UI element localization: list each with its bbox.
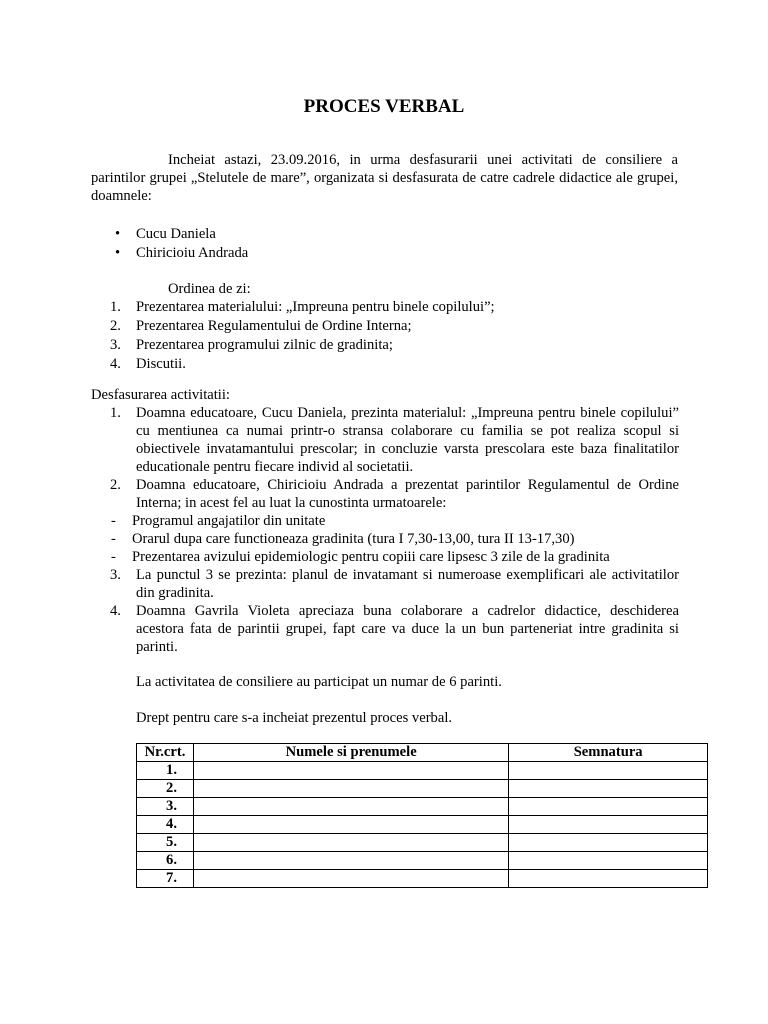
header-name: Numele si prenumele: [193, 744, 508, 762]
list-item: 4. Discutii.: [110, 356, 186, 372]
signature-cell: [509, 780, 708, 798]
table-row: 3.: [137, 798, 708, 816]
list-item: • Cucu Daniela: [115, 226, 216, 242]
signature-cell: [509, 852, 708, 870]
table-row: 2.: [137, 780, 708, 798]
table-row: 1.: [137, 762, 708, 780]
proceedings-heading: Desfasurarea activitatii:: [91, 387, 230, 403]
teachers-list: [115, 225, 248, 263]
list-item: - Programul angajatilor din unitate: [111, 513, 326, 529]
list-item: • Chiricioiu Andrada: [115, 245, 249, 261]
agenda-list: [110, 298, 495, 374]
name-cell: [193, 780, 508, 798]
name-cell: [193, 762, 508, 780]
intro-paragraph: Incheiat astazi, 23.09.2016, in urma desfasurarii unei activitati de consiliere a parintilor grupei „Stelutele de mare”, organizata si desfasurata de catre cadrele didactice ale grupei, doamnele:: [91, 152, 678, 204]
bullet-icon: •: [115, 226, 121, 242]
participants-text: La activitatea de consiliere au participat un numar de 6 parinti.: [136, 674, 502, 690]
signature-cell: [509, 870, 708, 888]
table-row: 5.: [137, 834, 708, 852]
table-row: 7.: [137, 870, 708, 888]
signature-cell: [509, 762, 708, 780]
name-cell: [193, 816, 508, 834]
list-item: 1. Doamna educatoare, Cucu Daniela, prezinta materialul: „Impreuna pentru binele copilului” cu mentiunea ca numai printr-o stransa colaborare cu familia se pot realiza scopul si obiectivele invatamantului prescolar; in concluzie varsta prescolara este baza finalitatilor educationale pentru fiecare individ al societatii.: [110, 405, 679, 475]
page-title: PROCES VERBAL: [303, 96, 465, 117]
header-nr: Nr.crt.: [137, 744, 194, 762]
list-item: - Orarul dupa care functioneaza gradinita (tura I 7,30-13,00, tura II 13-17,30): [111, 531, 575, 547]
name-cell: [193, 798, 508, 816]
proceedings-list: [110, 404, 679, 656]
list-item: 3. Prezentarea programului zilnic de gradinita;: [110, 337, 393, 353]
signature-cell: [509, 816, 708, 834]
list-item: 4. Doamna Gavrila Violeta apreciaza buna colaborare a cadrelor didactice, deschiderea acestora fata de parintii grupei, fapt care va duce la un bun parteneriat intre gradinita si parinti.: [110, 603, 679, 655]
name-cell: [193, 852, 508, 870]
list-item: 3. La punctul 3 se prezinta: planul de invatamant si numeroase exemplificari ale activitatilor din gradinita.: [110, 567, 679, 601]
name-cell: [193, 834, 508, 852]
name-cell: [193, 870, 508, 888]
sublist: [111, 512, 679, 566]
closing-text: Drept pentru care s-a incheiat prezentul proces verbal.: [136, 710, 453, 726]
list-item: 1. Prezentarea materialului: „Impreuna pentru binele copilului”;: [110, 299, 495, 315]
signature-cell: [509, 834, 708, 852]
table-row: 4.: [137, 816, 708, 834]
bullet-icon: •: [115, 245, 121, 261]
signature-cell: [509, 798, 708, 816]
list-item: 2. Doamna educatoare, Chiricioiu Andrada a prezentat parintilor Regulamentul de Ordine Interna; in acest fel au luat la cunostinta urmatoarele: - Programul angajatilor din unitate - Orarul dupa care functioneaza gradinita (tura I 7,30-13,00, tura II 13-17,30) - Prezentarea avizului epidemiologic pentru copiii care lipsesc 3 zile de la gradinita: [110, 477, 679, 565]
agenda-heading: Ordinea de zi:: [168, 281, 251, 297]
signature-table: [136, 743, 708, 888]
table-row: 6.: [137, 852, 708, 870]
list-item: 2. Prezentarea Regulamentului de Ordine Interna;: [110, 318, 412, 334]
list-item: - Prezentarea avizului epidemiologic pentru copiii care lipsesc 3 zile de la gradinita: [111, 549, 610, 565]
table-header-row: [137, 744, 708, 762]
header-signature: Semnatura: [509, 744, 708, 762]
